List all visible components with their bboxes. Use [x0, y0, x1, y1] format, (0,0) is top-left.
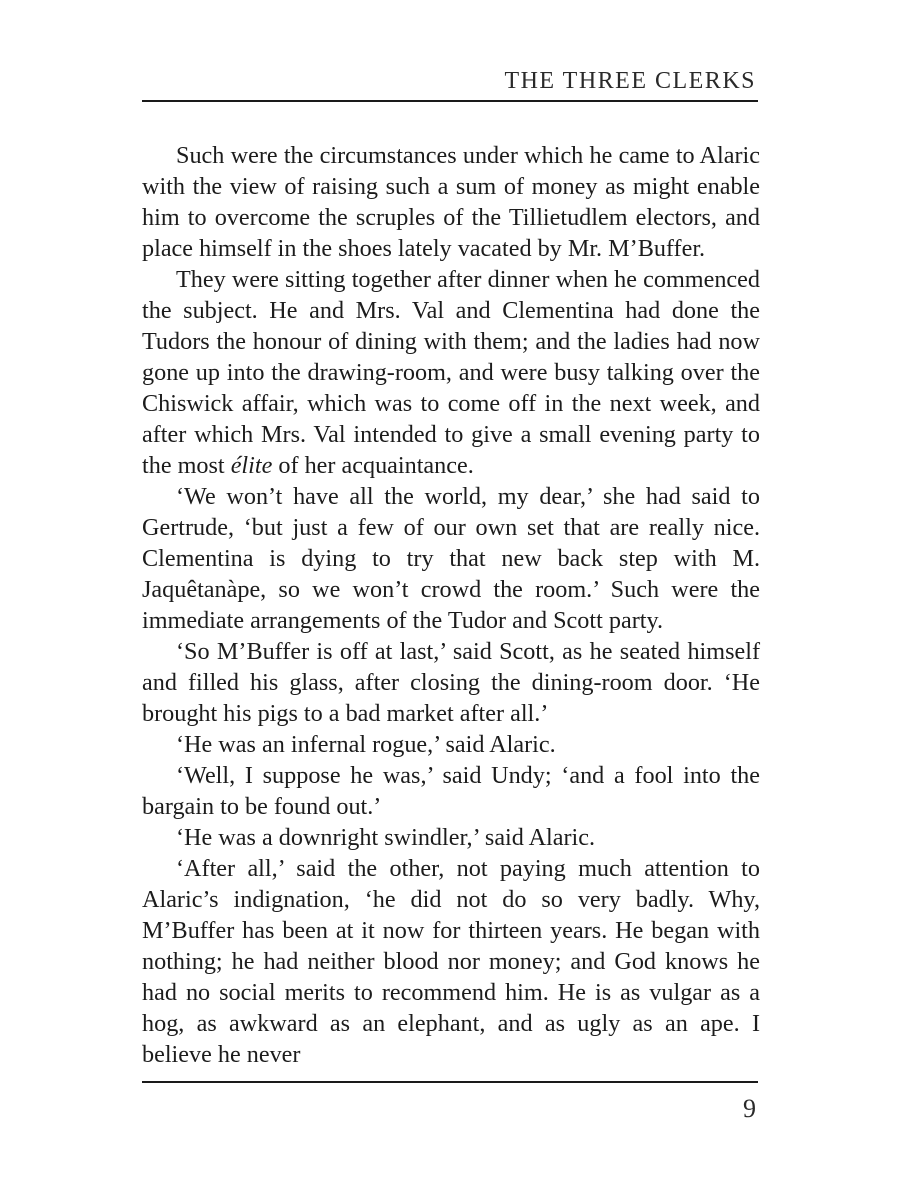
footer-rule	[142, 1081, 758, 1083]
header-rule	[142, 100, 758, 102]
paragraph: ‘He was a downright swindler,’ said Alaric.	[176, 824, 596, 851]
paragraph: ‘We won’t have all the world, my dear,’ she had said to Gertrude, ‘but just a few of our own set that are really nice. Clementina is dying to try that new back step with M. Jaquêtanàpe, so we won’t crowd the room.’ Such were the immediate arrangements of the Tudor and Scott party.	[142, 483, 760, 634]
page-number: 9	[743, 1094, 756, 1123]
paragraph: ‘After all,’ said the other, not paying much attention to Alaric’s indignation, ‘he did not do so very badly. Why, M’Buffer has been at it now for thirteen years. He began with nothing; he had neither blood nor money; and God knows he had no social merits to recommend him. He is as vulgar as a hog, as awkward as an elephant, and as ugly as an ape. I believe he never	[142, 855, 760, 1068]
paragraph: ‘So M’Buffer is off at last,’ said Scott, as he seated himself and filled his glass, after closing the dining-room door. ‘He brought his pigs to a bad market after all.’	[142, 638, 760, 727]
body-text	[142, 140, 760, 1070]
paragraph: Such were the circumstances under which he came to Alaric with the view of raising such a sum of money as might enable him to overcome the scruples of the Tillietudlem electors, and place himself in the shoes lately vacated by Mr. M’Buffer.	[142, 142, 760, 262]
paragraph: ‘Well, I suppose he was,’ said Undy; ‘and a fool into the bargain to be found out.’	[142, 762, 760, 820]
running-header: THE THREE CLERKS	[504, 68, 756, 94]
paragraph: ‘He was an infernal rogue,’ said Alaric.	[176, 731, 556, 758]
italic-word: élite	[230, 452, 273, 479]
paragraph: They were sitting together after dinner when he commenced the subject. He and Mrs. Val and Clementina had done the Tudors the honour of dining with them; and the ladies had now gone up into the drawing-room, and were busy talking over the Chiswick affair, which was to come off in the next week, and after which Mrs. Val intended to give a small evening party to the most élite of her acquaintance.	[142, 266, 760, 479]
